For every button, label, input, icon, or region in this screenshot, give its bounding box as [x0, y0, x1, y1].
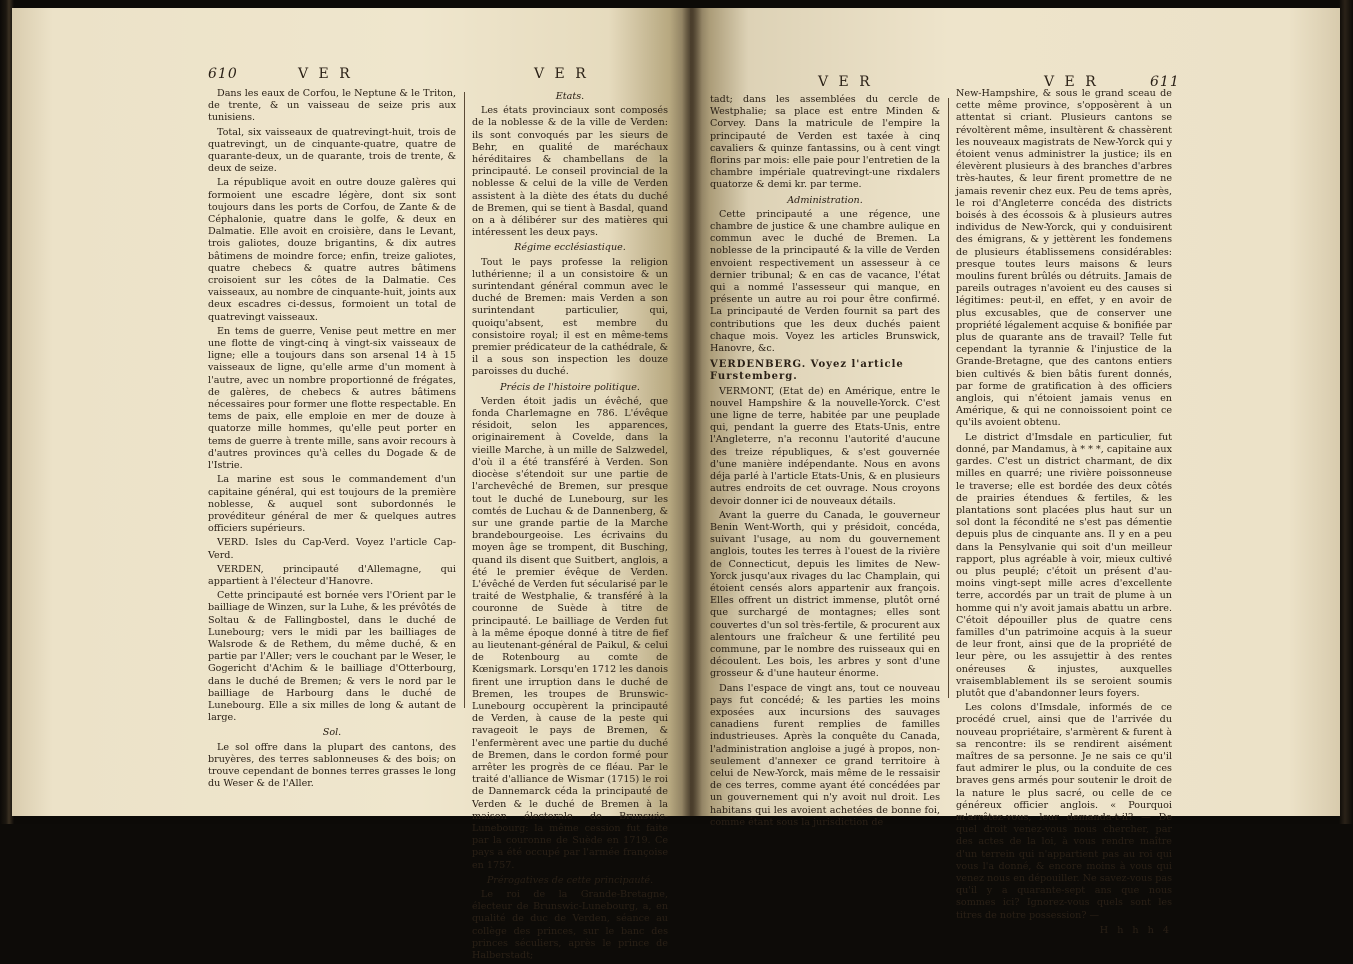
paragraph: La république avoit en outre douze galères qui formoient une escadre légère, dont six sont toujours dans les ports de Corfou, de Zante & de Céphalonie, quatre dans le golfe, & deux en Dalmatie. Elle avoit en croisière, dans le Levant, trois galiotes, douze brigantins, & dix autres bâtimens de moindre force; enfin, treize galiotes, quatre chebecs & quatre autres bâtimens croisoient sur les côtes de la Dalmatie. Ces vaisseaux, au nombre de cinquante-huit, joints aux deux escadres ci-dessus, formoient un total de quatrevingt vaisseaux. — [208, 177, 456, 323]
paragraph: Les états provinciaux sont composés de la noblesse & de la ville de Verden: ils sont convoqués par les sieurs de Behr, en qualité de maréchaux héréditaires & chambellans de la principauté. Le conseil provincial de la noblesse & celui de la ville de Verden assistent à la diète des états du duché de Bremen, qui se tient à Basdal, quand on a à délibérer sur des matières qui intéressent les deux pays. — [472, 105, 668, 239]
book-gutter — [682, 8, 702, 816]
paragraph: VERD. Isles du Cap-Verd. Voyez l'article Cap-Verd. — [208, 537, 456, 561]
right-page — [690, 8, 1340, 936]
paragraph: Verden étoit jadis un évêché, que fonda Charlemagne en 786. L'évêque résidoit, selon les apparences, originairement à Covelde, dans la vieille Marche, à un mille de Salzwedel, d'où il a été transféré à Verden. Son diocèse s'étendoit sur une partie de l'archevêché de Bremen, sur presque tout le duché de Lunebourg, sur les comtés de Luchau & de Dannenberg, & sur une grande partie de la Marche brandebourgeoise. Les écrivains du moyen âge se trompent, dit Busching, quand ils disent que Suitbert, anglois, a été le premier évêque de Verden. L'évêché de Verden fut sécularisé par le traité de Westphalie, & transféré à la couronne de Suède à titre de principauté. Le bailliage de Verden fut à la même époque donné à titre de fief au lieutenant-général de Paikul, & celui de Rotenbourg au comte de Kœnigsmark. Lorsqu'en 1712 les danois firent une irruption dans le duché de Bremen, les troupes de Brunswic-Lunebourg occupèrent la principauté de Verden, à cause de la peste qui ravageoit le pays de Bremen, & l'enfermèrent avec une partie du duché de Bremen, dans le cordon formé pour arrêter les progrès de ce fléau. Par le traité d'alliance de Wismar (1715) le roi de Dannemarck céda la principauté de Verden & le duché de Bremen à la maison électorale de Brunswic-Lunebourg: la même cession fut faite par la couronne de Suède en 1719. Ce pays a été occupé par l'armée françoise en 1757. — [472, 395, 668, 871]
left-column-2 — [472, 88, 668, 964]
signature-mark: H h h h 4 — [1099, 924, 1172, 936]
right-running-head: V E R — [1044, 74, 1099, 90]
left-page — [12, 8, 690, 962]
paragraph: VERMONT, (Etat de) en Amérique, entre le nouvel Hampshire & la nouvelle-Yorck. C'est une ligne de terre, habitée par une peuplade qui, pendant la guerre des Etats-Unis, entre l'Angleterre, n'a reconnu l'autorité d'aucune des treize républiques, & s'est gouvernée d'une manière indépendante. Nous en avons déja parlé à l'article Etats-Unis, & en plusieurs autres endroits de cet ouvrage. Nous croyons devoir donner ici de nouveaux détails. — [710, 385, 940, 507]
section-heading: Précis de l'histoire politique. — [500, 381, 640, 393]
left-column-1 — [208, 88, 456, 792]
right-running-head-col1: V E R — [818, 74, 873, 90]
right-column-1 — [710, 94, 940, 831]
paragraph: Les colons d'Imsdale, informés de ce procédé cruel, ainsi que de l'arrivée du nouveau propriétaire, s'armèrent & furent à sa rencontre: ils se rendirent aisément maîtres de sa personne. Je ne sais ce qu'il faut admirer le plus, ou la conduite de ces braves gens armés pour soutenir le droit de la nature le plus sacré, ou celle de ce généreux officier anglois. « Pourquoi m'arrêtez-vous, leur demanda-t-il? — De quel droit venez-vous nous chercher, par des actes de la loi, à vous rendre maître d'un terrein qui n'appartient pas au roi qui vous l'a donné, & encore moins à vous qui venez nous en dépouiller. Ne savez-vous pas qu'il y a quarante-sept ans que nous sommes ici? Ignorez-vous quels sont les titres de notre possession? — — [956, 702, 1172, 921]
paragraph: La marine est sous le commandement d'un capitaine général, qui est toujours de la première noblesse, & auquel sont subordonnés le provéditeur général de mer & quelques autres officiers supérieurs. — [208, 474, 456, 535]
paragraph: Le roi de la Grande-Bretagne, électeur de Brunswic-Lunebourg, a, en qualité de duc de Verden, séance au collège des princes, sur le banc des princes séculiers, après le prince de Halberstadt; — [472, 889, 668, 962]
paragraph: Dans l'espace de vingt ans, tout ce nouveau pays fut concédé; & les parties les moins exposées aux incursions des sauvages canadiens furent remplies de familles industrieuses. Après la conquête du Canada, l'administration angloise a jugé à propos, non-seulement d'annexer ce grand territoire à celui de New-Yorck, mais même de le ressaisir de ces terres, comme ayant été concédées par un gouvernement qui n'y avoit nul droit. Les habitans qui les avoient achetées de bonne foi, comme étant sous la jurisdiction de — [710, 682, 940, 828]
entry-heading: VERDENBERG. Voyez l'article Furstemberg. — [710, 359, 904, 383]
paragraph: Dans les eaux de Corfou, le Neptune & le Triton, de trente, & un vaisseau de seize pris aux tunisiens. — [208, 88, 456, 124]
paragraph: Cette principauté a une régence, une chambre de justice & une chambre aulique en commun avec le duché de Bremen. La noblesse de la principauté & la ville de Verden envoient respectivement un assesseur à ce dernier tribunal; & en cas de vacance, l'état qui a nommé l'assesseur qui manque, en présente un autre au roi pour être confirmé. La principauté de Verden fournit sa part des contributions que les deux duchés paient chaque mois. Voyez les articles Brunswick, Hanovre, &c. — [710, 208, 940, 355]
paragraph: New-Hampshire, & sous le grand sceau de cette même province, s'opposèrent à un attentat si criant. Plusieurs cantons se révoltèrent même, insultèrent & chassèrent les nouveaux magistrats de New-Yorck qui y étoient venus administrer la justice; ils en élevèrent plusieurs à des branches d'arbres très-hautes, & leur firent promettre de ne jamais revenir chez eux. Peu de tems après, le roi d'Angleterre concéda des districts boisés à des écossois & à plusieurs autres individus de New-Yorck, qui y conduisirent des émigrans, & y jettèrent les fondemens de plusieurs établissemens considérables: presque toutes leurs maisons & leurs moulins furent brûlés ou détruits. Jamais de pareils outrages n'avoient eu des causes si légitimes: peut-il, en effet, y en avoir de plus excusables, que de conserver une propriété légalement acquise & bonifiée par plus de quarante ans de travail? Telle fut cependant la tyrannie & l'injustice de la Grande-Bretagne, que des cantons entiers bien cultivés & bien bâtis furent donnés, par forme de gratification à des officiers anglois, qui n'étoient jamais venus en Amérique, & qui ne connoissoient point ce qu'ils avoient obtenu. — [956, 88, 1172, 429]
section-heading: Prérogatives de cette principauté. — [486, 874, 654, 886]
right-column-2 — [956, 88, 1172, 939]
column-rule — [464, 92, 465, 708]
paragraph: Cette principauté est bornée vers l'Orient par le bailliage de Winzen, sur la Luhe, & les prévôtés de Soltau & de Fallingbostel, dans le duché de Lunebourg; vers le midi par les bailliages de Walsrode & de Rethem, du même duché, & en partie par l'Aller; vers le couchant par le Weser, le Gogericht d'Achim & le bailliage d'Otterbourg, dans le duché de Bremen; & vers le nord par le bailliage de Harbourg dans le duché de Lunebourg. Elle a six milles de long & autant de large. — [208, 590, 456, 724]
section-heading: Administration. — [787, 194, 863, 206]
left-running-head-col2: V E R — [534, 66, 589, 82]
left-page-number: 610 — [208, 66, 238, 82]
paragraph: Total, six vaisseaux de quatrevingt-huit, trois de quatrevingt, un de cinquante-quatre, quatre de quarante-deux, un de quarante, trois de trente, & deux de seize. — [208, 126, 456, 175]
paragraph: Le sol offre dans la plupart des cantons, des bruyères, des terres sablonneuses & des bois; on trouve cependant de bonnes terres grasses le long du Weser & de l'Aller. — [208, 741, 456, 790]
section-heading: Régime ecclésiastique. — [514, 242, 626, 254]
paragraph: tadt; dans les assemblées du cercle de Westphalie; sa place est entre Minden & Corvey. Dans la matricule de l'empire la principauté de Verden est taxée à cinq cavaliers & quinze fantassins, ou à cent vingt florins par mois: elle paie pour l'entretien de la chambre impériale quatrevingt-une rixdalers quatorze & demi kr. par terme. — [710, 94, 940, 191]
paragraph: VERDEN, principauté d'Allemagne, qui appartient à l'électeur d'Hanovre. — [208, 563, 456, 587]
paragraph: Le district d'Imsdale en particulier, fut donné, par Mandamus, à * * *, capitaine aux gardes. C'est un district charmant, de dix milles en quarré; une rivière poissonneuse le traverse; elle est bordée des deux côtés de prairies étendues & fertiles, & les plantations sont placées plus haut sur un sol dont la fécondité ne s'est pas démentie depuis plus de cinquante ans. Il y en a peu dans la Pensylvanie qui soit d'un meilleur rapport, plus agréable à voir, mieux cultivé ou plus peuplé; c'étoit un présent d'au-moins vingt-sept mille acres d'excellente terre, accordés par un trait de plume à un homme qui n'y avoit jamais abattu un arbre. C'étoit dépouiller plus de quatre cens familles d'un patrimoine acquis à la sueur de leur front, ainsi que de la propriété de leur père, ou les assujettir à des rentes onéreuses & injustes, auxquelles vraisemblablement ils se seroient soumis plutôt que d'abandonner leurs foyers. — [956, 431, 1172, 699]
paragraph: En tems de guerre, Venise peut mettre en mer une flotte de vingt-cinq à vingt-six vaisseaux de ligne; elle a toujours dans son arsenal 14 à 15 vaisseaux de ligne, qu'elle arme d'un moment à l'autre, avec un nombre proportionné de frégates, de galères, de chebecs & autres bâtimens nécessaires pour former une flotte respectable. En tems de paix, elle emploie en mer de douze à quatorze mille hommes, qu'elle peut porter en tems de guerre à trente mille, sans avoir recours à d'autres provinces qu'à celles du Dogade & de l'Istrie. — [208, 325, 456, 472]
paragraph: Avant la guerre du Canada, le gouverneur Benin Went-Worth, qui y présidoit, concéda, suivant l'usage, au nom du gouvernement anglois, toutes les terres à l'ouest de la rivière de Connecticut, depuis les limites de New-Yorck jusqu'aux rivages du lac Champlain, qui étoient censés alors appartenir aux françois. Elles offrent un district immense, plutôt orné que surchargé de montagnes; elles sont couvertes d'un sol très-fertile, & procurent aux alentours une fraîcheur & une fertilité peu commune, par le nombre des ruisseaux qui en découlent. Les bois, les arbres y sont d'une grosseur & d'une hauteur énorme. — [710, 509, 940, 680]
section-heading: Sol. — [322, 727, 342, 739]
paragraph: Tout le pays professe la religion luthérienne; il a un consistoire & un surintendant général commun avec le duché de Bremen: mais Verden a son surintendant particulier, qui, quoiqu'absent, est membre du consistoire royal; il est en même-tems premier prédicateur de la cathédrale, & il a sous son inspection les douze paroisses du duché. — [472, 256, 668, 378]
right-page-number: 611 — [1150, 74, 1180, 90]
column-rule — [948, 98, 949, 698]
left-running-head: V E R — [298, 66, 353, 82]
section-heading: Etats. — [555, 91, 585, 102]
